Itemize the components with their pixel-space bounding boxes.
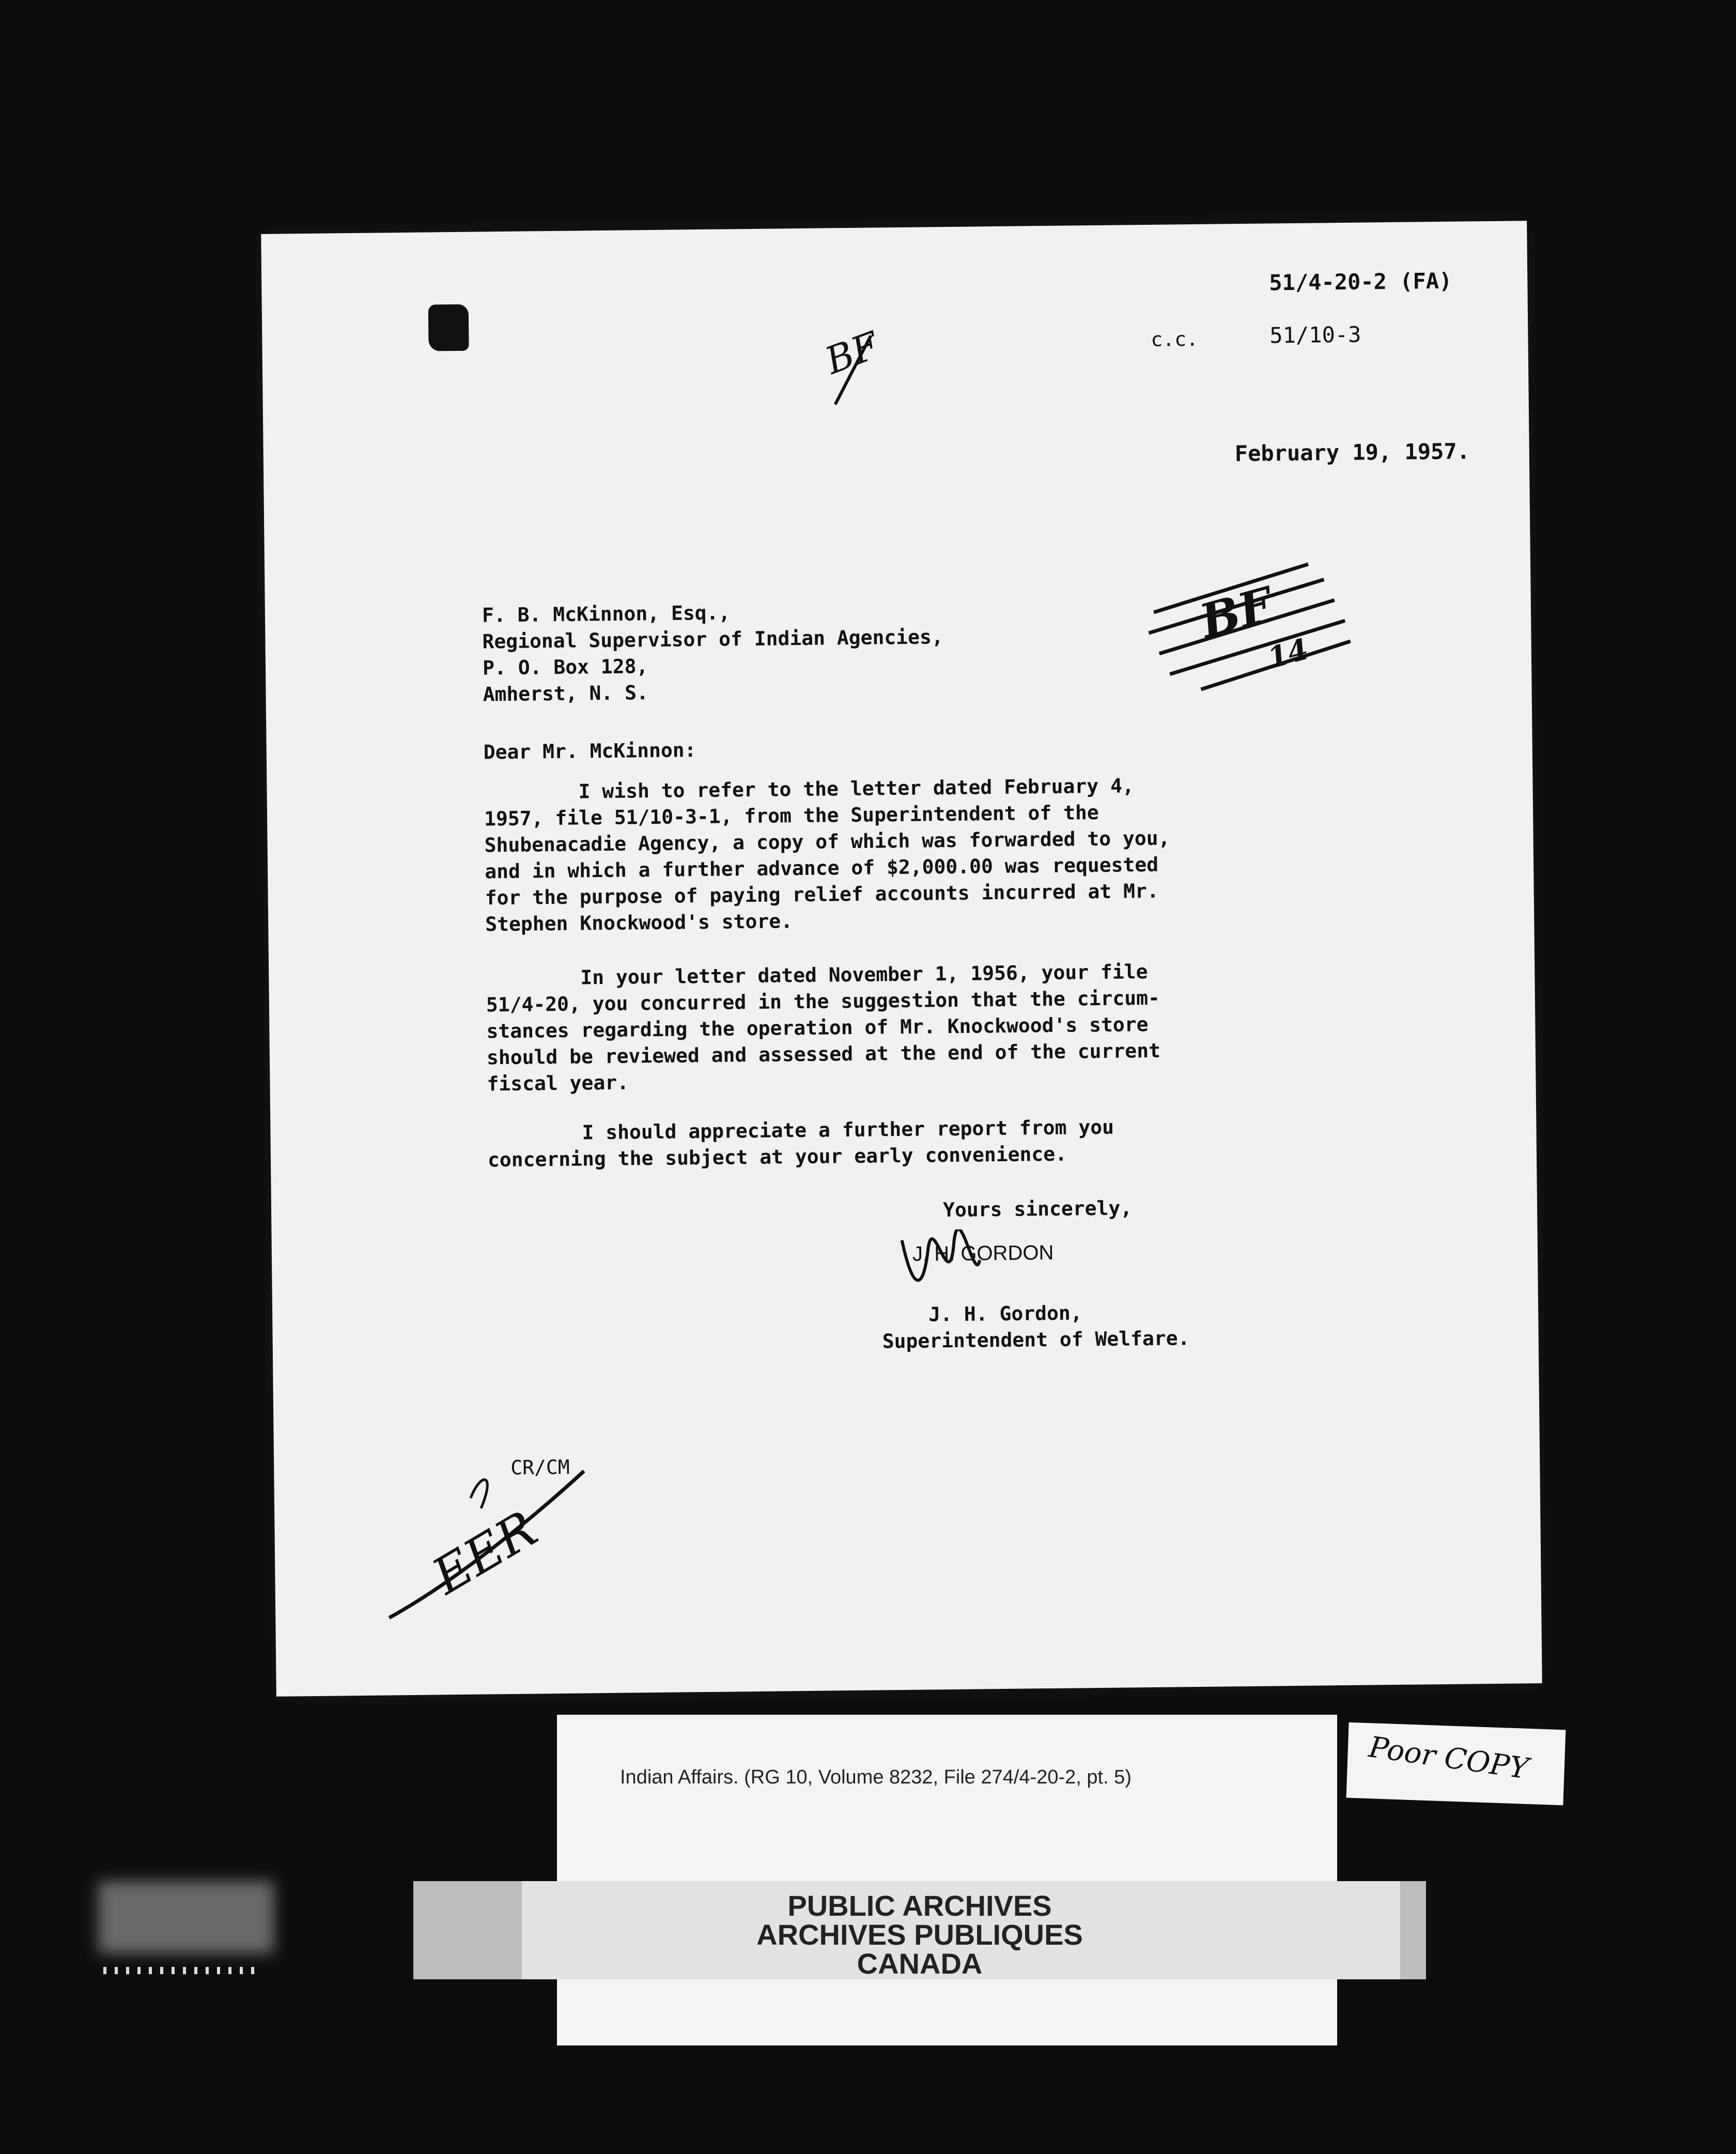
salutation: Dear Mr. McKinnon: xyxy=(483,738,696,764)
handwritten-initials-bottom: EER xyxy=(423,1500,547,1606)
scribble-stamp-text: BF xyxy=(1194,577,1279,650)
body-paragraph-3: I should appreciate a further report from you concerning the subject at your early convenience. xyxy=(487,1115,1114,1172)
scribble-stamp-number: 14 xyxy=(1264,632,1312,676)
poor-copy-note xyxy=(1346,1722,1566,1806)
scribble-stamp xyxy=(1138,553,1356,700)
address-line-1: F. B. McKinnon, Esq., xyxy=(482,601,731,627)
handwritten-stroke-svg xyxy=(377,1460,596,1628)
archives-stamp-line-3: CANADA xyxy=(857,1947,983,1980)
archives-stamp xyxy=(687,1891,1152,1978)
body-paragraph-2: In your letter dated November 1, 1956, your file 51/4-20, you concurred in the suggestion that the circum- stances regarding the operation of Mr. Knockwood's store should be reviewed and assessed at the end of the current fiscal year. xyxy=(486,960,1161,1096)
film-blur-mark xyxy=(98,1881,274,1953)
archives-stamp-line-2: ARCHIVES PUBLIQUES xyxy=(756,1918,1083,1951)
address-line-4: Amherst, N. S. xyxy=(483,681,649,706)
signature-title: Superintendent of Welfare. xyxy=(882,1327,1190,1353)
reference-card xyxy=(557,1715,1337,2045)
cc-reference: 51/10-3 xyxy=(1269,321,1361,348)
reference-card-text: Indian Affairs. (RG 10, Volume 8232, File 274/4-20-2, pt. 5) xyxy=(620,1766,1132,1788)
ink-blot xyxy=(428,304,469,351)
letter-page xyxy=(261,221,1542,1697)
address-line-3: P. O. Box 128, xyxy=(482,655,648,680)
complimentary-closing: Yours sincerely, xyxy=(942,1196,1133,1222)
cc-label: c.c. xyxy=(1151,327,1199,351)
film-sprocket-ticks xyxy=(103,1967,258,1974)
letter-date: February 19, 1957. xyxy=(1234,438,1470,467)
signature-stamp: J. H. GORDON xyxy=(912,1241,1054,1266)
archives-stamp-line-1: PUBLIC ARCHIVES xyxy=(787,1889,1052,1922)
address-line-2: Regional Supervisor of Indian Agencies, xyxy=(482,625,943,653)
handwritten-stroke xyxy=(377,1460,596,1628)
signature-name: J. H. Gordon, xyxy=(928,1301,1082,1326)
typist-initials: CR/CM xyxy=(510,1455,570,1479)
body-paragraph-1: I wish to refer to the letter dated February 4, 1957, file 51/10-3-1, from the Superintendent of the Shubenacadie Agency, a copy of which was forwarded to you, and in which a further advance of $2,000.00 was requested for the purpose of paying relief accounts incurred at Mr. Stephen Knockwood's store. xyxy=(484,774,1170,936)
handwritten-initials-top: BF xyxy=(819,323,885,383)
poor-copy-text: Poor COPY xyxy=(1367,1730,1531,1786)
file-reference: 51/4-20-2 (FA) xyxy=(1269,268,1452,296)
